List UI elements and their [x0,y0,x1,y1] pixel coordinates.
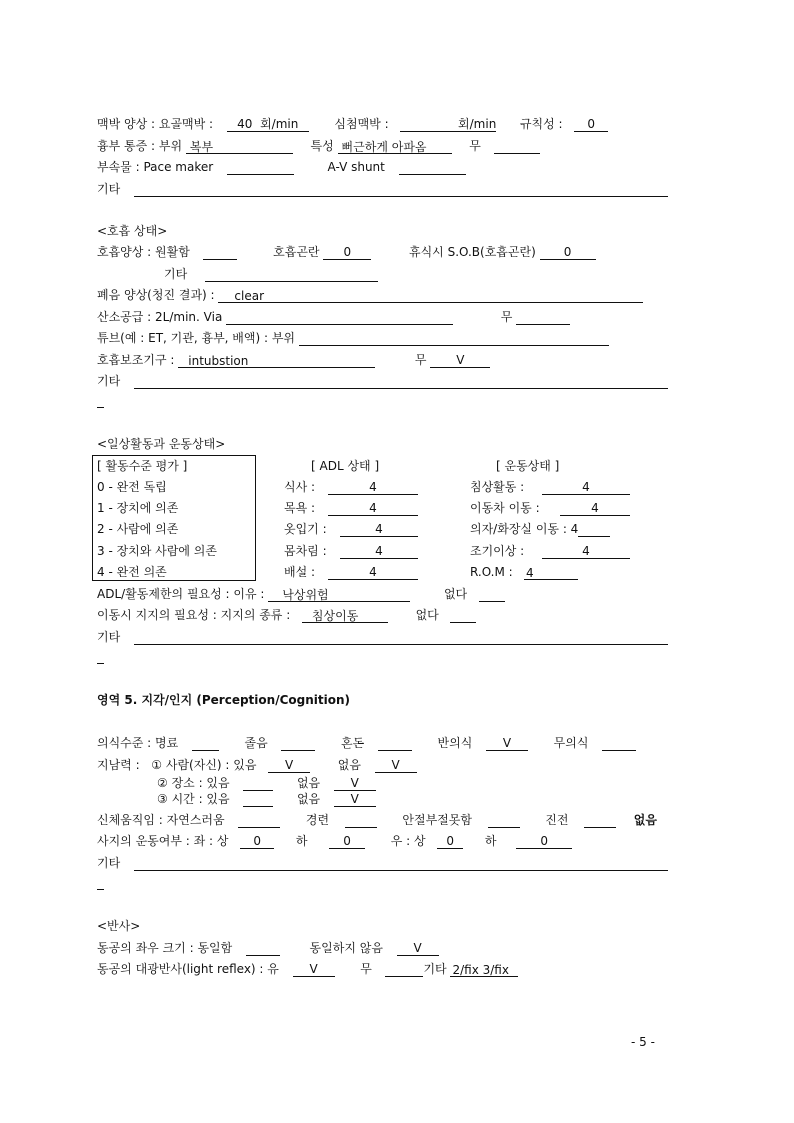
confused-label: 혼돈 [341,736,365,750]
adl-bathing-field[interactable]: 4 [328,501,418,516]
adl-header: [ ADL 상태 ] [311,459,380,473]
limb-label: 사지의 운동여부 : 좌 : 상 [97,834,229,848]
orientation-person-row [97,757,417,773]
support-none-label: 없다 [415,608,439,622]
motor-bed-label: 침상활동 : [470,480,525,494]
motor-ambulation-label: 조기이상 : [470,544,525,558]
support-none-field[interactable] [450,608,476,623]
activity-level-1: 1 - 장치에 의존 [97,501,179,515]
chest-pain-none-label: 무 [469,139,481,153]
regularity-field[interactable]: 0 [574,117,608,132]
restriction-field[interactable]: 낙상위험 [268,588,410,602]
av-shunt-label: A-V shunt [327,160,385,174]
limb-left-upper-field[interactable]: 0 [240,834,274,849]
orientation-time-no-field[interactable]: V [334,792,376,807]
orientation-place-no-label: 없음 [296,776,321,790]
orientation-place-no-field[interactable]: V [334,776,376,791]
coma-field[interactable] [602,736,636,751]
limb-right-label: 우 : 상 [390,834,426,848]
oxygen-none-label: 무 [500,310,513,324]
radial-pulse-value: 40 [237,117,253,131]
tube-label: 튜브(예 : ET, 기관, 흉부, 배액) : 부위 [97,331,296,345]
assist-device-label: 호흡보조기구 : [97,353,175,367]
motor-chair-toilet-row [470,521,610,537]
assist-device-field[interactable]: intubstion [178,354,375,368]
chest-pain-row [97,138,540,154]
consciousness-label: 의식수준 : 명료 [97,736,179,750]
pulse-label: 맥박 양상 : 요골맥박 : [97,117,214,131]
activity-other-label: 기타 [97,630,121,644]
light-reflex-label: 동공의 대광반사(light reflex) : 유 [97,962,279,976]
sob-field[interactable]: 0 [540,245,596,260]
movement-label: 신체움직임 : 자연스러움 [97,813,225,827]
motor-bed-row [470,479,630,495]
respiration-other-row [164,266,378,282]
cardio-other-field[interactable] [134,182,668,197]
assist-none-label: 무 [414,353,427,367]
perception-dash [97,889,104,890]
support-label: 이동시 지지의 필요성 : 지지의 종류 : [97,608,291,622]
drowsy-field[interactable] [281,736,315,751]
restless-field[interactable] [488,813,520,828]
perception-other-field[interactable] [134,856,668,871]
radial-pulse-field[interactable] [227,117,309,132]
assist-none-field[interactable]: V [430,353,490,368]
limb-movement-row [97,833,572,849]
cardio-other-label: 기타 [97,182,121,196]
regularity-label: 규칙성 : [519,117,563,131]
respiration-title: <호흡 상태> [97,224,168,238]
dyspnea-label: 호흡곤란 [273,245,320,259]
activity-level-header: [ 활동수준 평가 ] [97,459,188,473]
restriction-none-label: 없다 [443,587,468,601]
chest-pain-site-field[interactable]: 복부 [186,140,293,154]
limb-right-lower-field[interactable]: 0 [516,834,572,849]
limb-right-lower-label: 하 [484,834,497,848]
respiration-dash [97,407,104,408]
activity-other-field[interactable] [134,630,668,645]
av-shunt-field[interactable] [399,160,466,175]
activity-level-3: 3 - 장치와 사람에 의존 [97,544,217,558]
restless-label: 안절부절못함 [402,813,472,827]
respiration-other2-label: 기타 [97,374,121,388]
movement-none-label: 없음 [633,813,657,827]
adl-dressing-field[interactable]: 4 [340,522,418,537]
respiration-other2-field[interactable] [134,374,668,389]
respiration-pattern-label: 호흡양상 : 원활함 [97,245,190,259]
attachments-row [97,159,466,175]
respiration-other2-row [97,373,668,389]
pulse-row [97,116,608,132]
adl-dressing-row [284,521,418,537]
coma-label: 무의식 [553,736,589,750]
respiration-other-label: 기타 [164,267,188,281]
orientation-person-no-label: 없음 [337,758,361,772]
semicoma-field[interactable]: V [486,736,528,751]
adl-eating-field[interactable]: 4 [328,480,418,495]
assist-device-row [97,352,490,368]
lung-sound-row [97,287,643,303]
oxygen-none-field[interactable] [516,310,570,325]
page-number: - 5 - [631,1035,655,1049]
restriction-label: ADL/활동제한의 필요성 : 이유 : [97,587,265,601]
movement-natural-field[interactable] [238,813,280,828]
alert-field[interactable] [192,736,219,751]
adl-bathing-label: 목욕 : [284,501,316,515]
light-reflex-row [97,961,518,977]
adl-dressing-label: 옷입기 : [284,522,327,536]
orientation-person-field[interactable]: V [268,758,310,773]
motor-rom-label: R.O.M : [470,565,513,579]
light-reflex-yes-field[interactable]: V [293,962,335,977]
dyspnea-field[interactable]: 0 [323,245,371,260]
lung-sound-field[interactable]: clear [218,289,643,303]
apical-pulse-unit: 회/min [458,117,497,131]
orientation-place-label: ② 장소 : 있음 [157,776,230,790]
movement-row [97,812,657,828]
tremor-field[interactable] [584,813,616,828]
orientation-time-label: ③ 시간 : 있음 [157,792,230,806]
adl-toileting-label: 배설 : [284,565,316,579]
orientation-time-no-label: 없음 [296,792,321,806]
support-row [97,607,476,623]
adl-bathing-row [284,500,418,516]
oxygen-row [97,309,570,325]
motor-header: [ 운동상태 ] [496,459,560,473]
adl-toileting-field[interactable]: 4 [328,565,418,580]
activity-dash [97,663,104,664]
perception-title: 영역 5. 지각/인지 (Perception/Cognition) [97,693,350,707]
tube-row [97,330,609,346]
activity-title: <일상활동과 운동상태> [97,437,226,451]
convulsion-field[interactable] [345,813,377,828]
orientation-label: 지남력 : [97,758,140,772]
restriction-row [97,586,505,602]
chest-pain-character-field[interactable]: 뻐근하게 아파옴 [338,140,452,154]
motor-chair-toilet-field[interactable] [578,522,610,537]
activity-level-4: 4 - 완전 의존 [97,565,167,579]
apical-pulse-field[interactable] [400,117,496,132]
restriction-none-field[interactable] [479,587,505,602]
motor-ambulation-field[interactable]: 4 [542,544,630,559]
consciousness-row [97,735,636,751]
activity-level-0: 0 - 완전 독립 [97,480,167,494]
tremor-label: 진전 [545,813,569,827]
light-reflex-other-field[interactable]: 2/fix 3/fix [450,963,518,977]
respiration-pattern-row [97,244,596,260]
light-reflex-other-label: 기타 [423,962,447,976]
convulsion-label: 경련 [305,813,330,827]
limb-left-lower-field[interactable]: 0 [329,834,365,849]
motor-rom-row [470,564,578,580]
orientation-time-field[interactable] [243,792,273,807]
pacemaker-field[interactable] [227,160,294,175]
sob-label: 휴식시 S.O.B(호흡곤란) [409,245,536,259]
pupil-size-row [97,940,439,956]
activity-other-row [97,629,668,645]
orientation-person-label: ① 사람(자신) : 있음 [151,758,257,772]
respiration-smooth-field[interactable] [203,245,237,260]
adl-toileting-row [284,564,418,580]
adl-grooming-field[interactable]: 4 [340,544,418,559]
oxygen-label: 산소공급 : 2L/min. Via [97,310,223,324]
confused-field[interactable] [378,736,412,751]
pupil-equal-field[interactable] [246,941,280,956]
adl-grooming-row [284,543,418,559]
pacemaker-label: 부속물 : Pace maker [97,160,214,174]
oxygen-via-field[interactable] [226,310,453,325]
motor-ambulation-row [470,543,630,559]
light-reflex-no-field[interactable] [385,962,423,977]
motor-wheelchair-label: 이동차 이동 : [470,501,540,515]
support-field[interactable]: 침상이동 [302,609,388,623]
adl-eating-label: 식사 : [284,480,316,494]
limb-left-lower-label: 하 [295,834,308,848]
adl-grooming-label: 몸차림 : [284,544,327,558]
motor-bed-field[interactable]: 4 [542,480,630,495]
motor-chair-toilet-label: 의자/화장실 이동 : 4 [470,522,579,536]
light-reflex-no-label: 무 [360,962,372,976]
tube-field[interactable] [299,331,609,346]
adl-eating-row [284,479,418,495]
chest-pain-label: 흉부 통증 : 부위 [97,139,183,153]
orientation-person-no-field[interactable]: V [375,758,417,773]
limb-right-upper-field[interactable]: 0 [437,834,463,849]
reflex-title: <반사> [97,919,141,933]
pupil-size-label: 동공의 좌우 크기 : 동일함 [97,941,233,955]
chest-pain-none-field[interactable] [494,139,540,154]
motor-wheelchair-row [470,500,630,516]
pupil-unequal-label: 동일하지 않음 [309,941,383,955]
respiration-other-field[interactable] [205,267,378,282]
chest-pain-character-label: 특성 [310,139,334,153]
drowsy-label: 졸음 [244,736,268,750]
cardio-other-row [97,181,668,197]
orientation-time-row [157,791,376,807]
activity-level-2: 2 - 사람에 의존 [97,522,179,536]
semicoma-label: 반의식 [437,736,473,750]
motor-wheelchair-field[interactable]: 4 [560,501,630,516]
radial-pulse-unit: 회/min [260,117,299,131]
perception-other-row [97,855,668,871]
pupil-unequal-field[interactable]: V [397,941,439,956]
perception-other-label: 기타 [97,856,121,870]
lung-sound-label: 폐음 양상(청진 결과) : [97,288,215,302]
apical-pulse-label: 심첨맥박 : [334,117,389,131]
orientation-place-row [157,775,376,791]
orientation-place-field[interactable] [243,776,273,791]
motor-rom-field[interactable]: 4 [524,566,578,580]
